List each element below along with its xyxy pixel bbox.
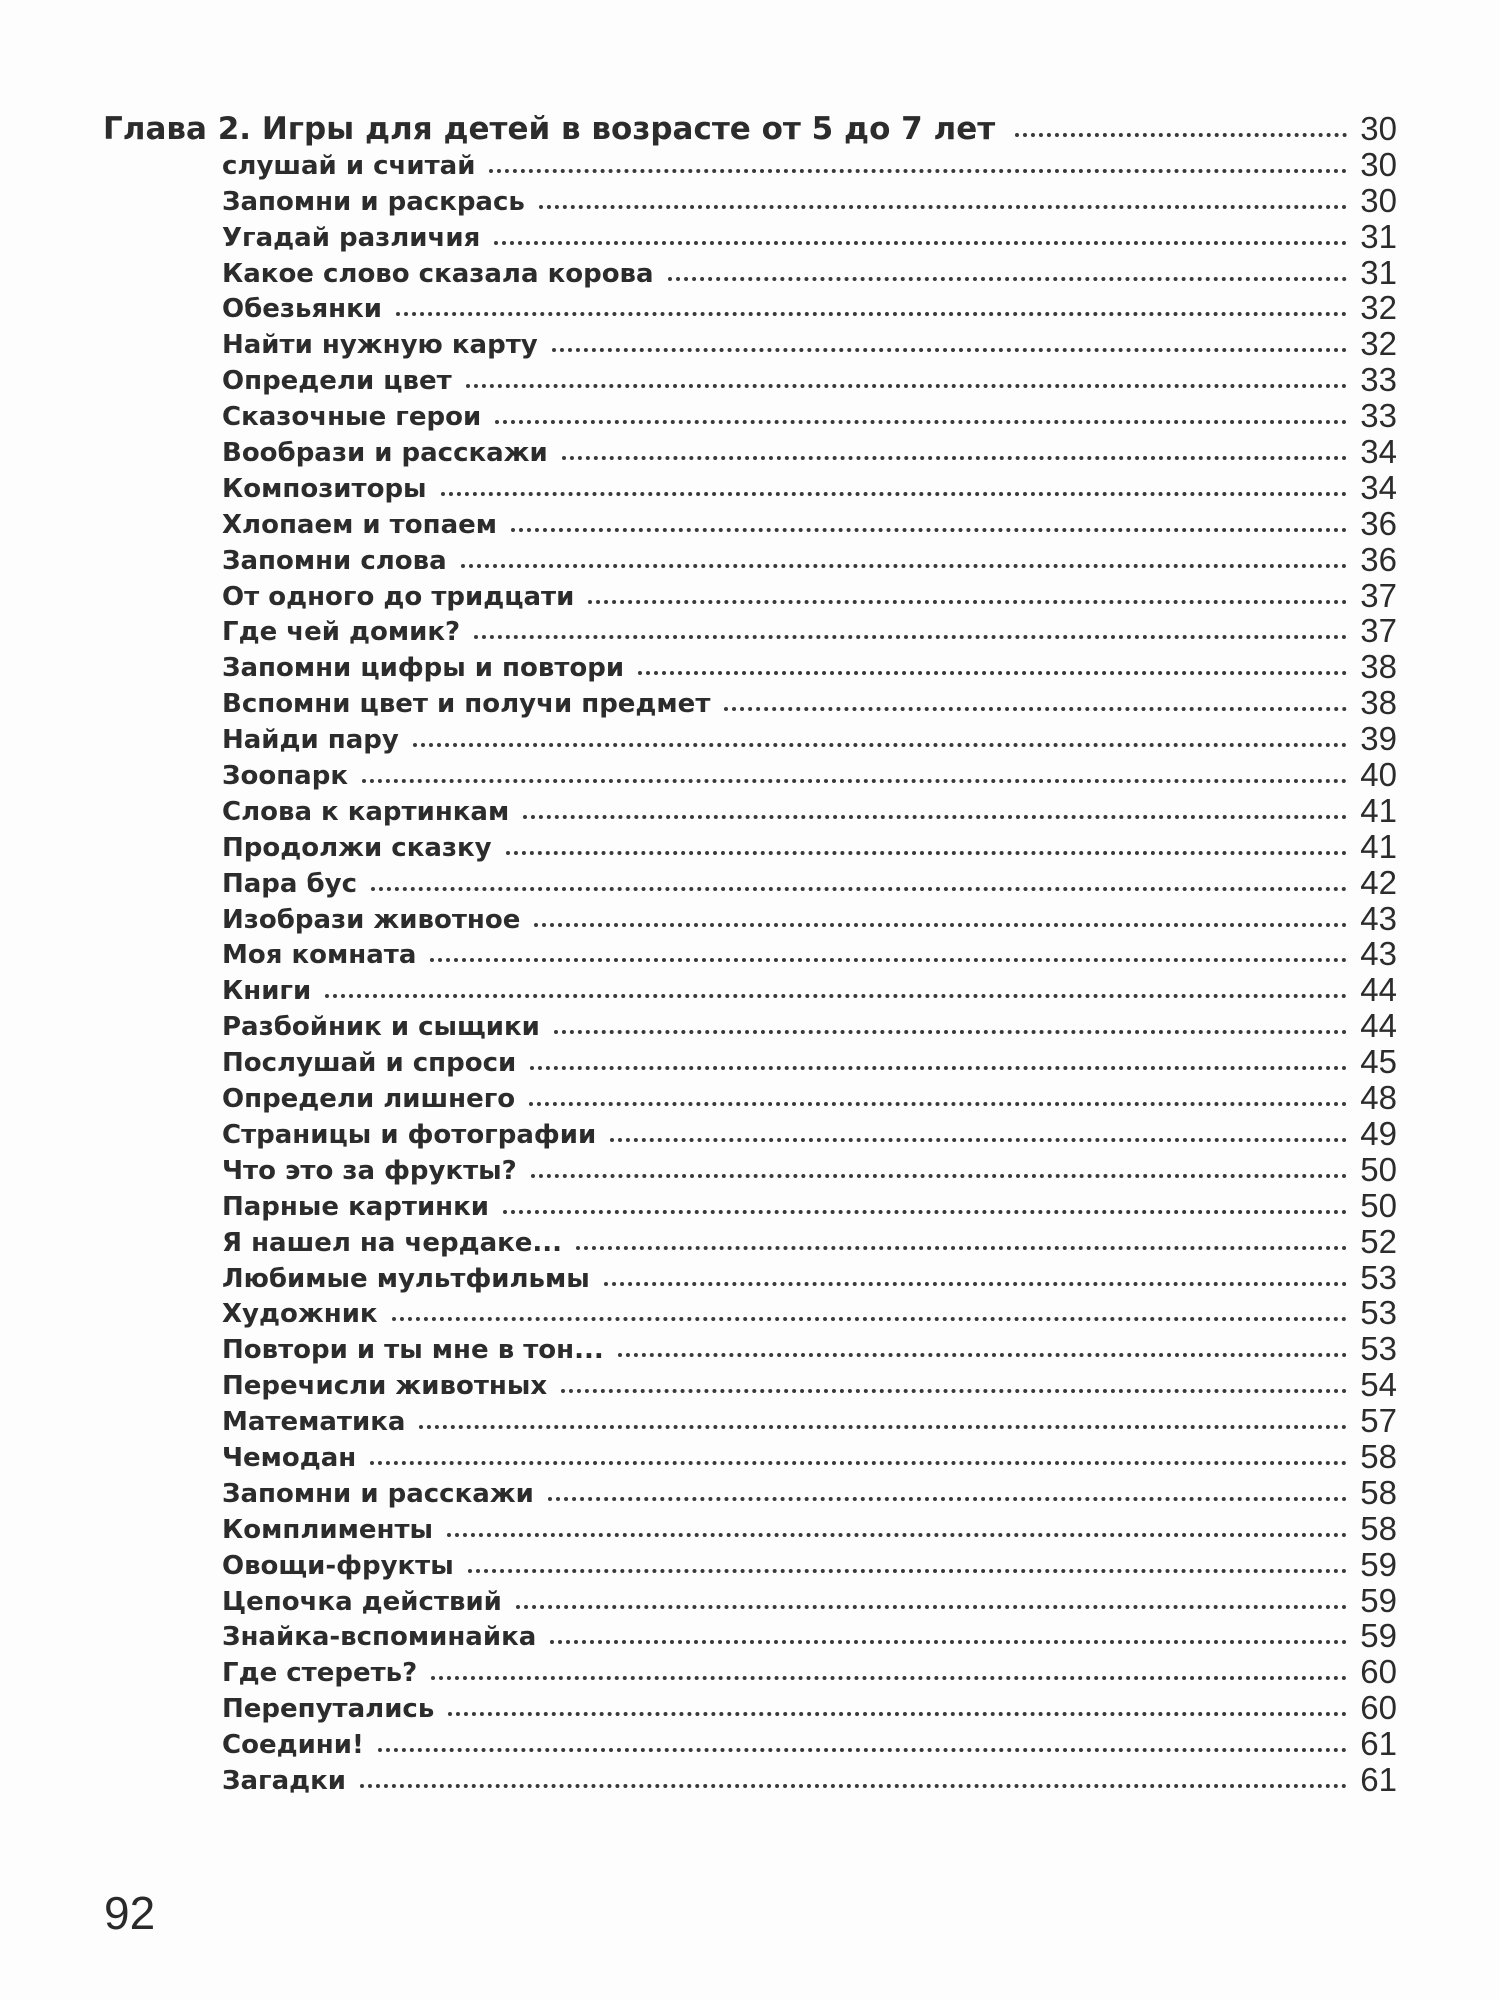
toc-entry-title: Загадки [222,1765,360,1797]
toc-entry [222,433,1397,469]
toc-entry-page: 50 [1360,1150,1397,1188]
toc-entry-title: Продолжи сказку [222,832,506,864]
toc-entry-title: Разбойник и сыщики [222,1011,554,1043]
toc-entry-page: 59 [1360,1581,1397,1619]
toc-entry-title: Сказочные герои [222,401,495,433]
toc-entry-page: 36 [1360,540,1397,578]
toc-entry-page: 58 [1360,1473,1397,1511]
toc-entry-page: 45 [1360,1043,1397,1081]
dot-leader [668,277,1347,281]
toc-entry-page: 49 [1360,1114,1397,1152]
toc-entry [222,1402,1397,1438]
toc-entry-page: 37 [1360,576,1397,614]
toc-entry-title: От одного до тридцати [222,581,588,613]
toc-entry [222,613,1397,649]
toc-entry-page: 38 [1360,684,1397,722]
toc-entry-title: Художник [222,1298,392,1330]
toc-entry-title: Чемодан [222,1442,370,1474]
dot-leader [561,1389,1347,1393]
toc-entry-page: 30 [1360,181,1397,219]
toc-entry [222,577,1397,613]
toc-entry-page: 44 [1360,1007,1397,1045]
toc-entry-page: 43 [1360,935,1397,973]
dot-leader [562,456,1347,460]
dot-leader [529,1102,1347,1106]
toc-entry [222,1151,1397,1187]
toc-entry [222,864,1397,900]
toc-entry [222,1582,1397,1618]
dot-leader [392,1317,1347,1321]
toc-entry-page: 41 [1360,791,1397,829]
dot-leader [638,671,1347,675]
toc-entry-title: Послушай и спроси [222,1047,530,1079]
dot-leader [370,1461,1347,1465]
toc-entry-page: 30 [1360,145,1397,183]
dot-leader [610,1138,1347,1142]
toc-entry [222,541,1397,577]
toc-entry-title: Запомни и раскрась [222,186,539,218]
chapter-title: Глава 2. Игры для детей в возрасте от 5 до 7 лет [103,112,1015,146]
toc-entry [222,684,1397,720]
toc-entry-title: Запомни цифры и повтори [222,652,638,684]
toc-entry-title: Любимые мультфильмы [222,1263,604,1295]
toc-entry [222,325,1397,361]
toc-entry [222,1546,1397,1582]
toc-entry-title: Вообрази и расскажи [222,437,562,469]
toc-entry-title: Найти нужную карту [222,329,552,361]
toc-entry [222,254,1397,290]
toc-entry-page: 42 [1360,863,1397,901]
dot-leader [539,205,1347,209]
toc-entry [222,1438,1397,1474]
toc-entry-title: Обезьянки [222,293,396,325]
dot-leader [554,1030,1347,1034]
toc-entry-title: Зоопарк [222,760,362,792]
toc-entry-page: 33 [1360,361,1397,399]
chapter-heading-row [103,112,1397,146]
toc-entry-page: 33 [1360,397,1397,435]
toc-entry-page: 52 [1360,1222,1397,1260]
toc-entry [222,720,1397,756]
toc-entry-title: Найди пару [222,724,413,756]
toc-entry-page: 43 [1360,899,1397,937]
toc-entry-page: 60 [1360,1689,1397,1727]
toc-entry-page: 50 [1360,1186,1397,1224]
toc-entry-page: 44 [1360,971,1397,1009]
dot-leader [531,1174,1347,1178]
toc-item-list [0,146,1500,1797]
dot-leader [461,564,1347,568]
toc-entry [222,1007,1397,1043]
toc-entry-page: 38 [1360,648,1397,686]
dot-leader [396,312,1347,316]
toc-entry-title: Угадай различия [222,222,494,254]
toc-entry [222,1187,1397,1223]
toc-entry [222,1259,1397,1295]
toc-entry-page: 53 [1360,1258,1397,1296]
toc-entry-page: 34 [1360,433,1397,471]
toc-entry-title: Математика [222,1406,419,1438]
dot-leader [448,1712,1347,1716]
toc-entry [222,146,1397,182]
toc-entry-title: Страницы и фотографии [222,1119,610,1151]
toc-entry-page: 31 [1360,253,1397,291]
toc-entry [222,1510,1397,1546]
toc-entry-page: 58 [1360,1509,1397,1547]
toc-entry-title: Где чей домик? [222,616,474,648]
toc-entry-title: Парные картинки [222,1191,503,1223]
dot-leader [447,1533,1347,1537]
toc-entry-page: 48 [1360,1079,1397,1117]
dot-leader [534,923,1347,927]
toc-entry-page: 61 [1360,1760,1397,1798]
dot-leader [511,528,1347,532]
table-of-contents [0,112,1500,1797]
toc-entry [222,900,1397,936]
toc-entry-page: 54 [1360,1366,1397,1404]
toc-entry-title: Определи лишнего [222,1083,529,1115]
dot-leader [430,958,1347,962]
dot-leader [506,851,1347,855]
dot-leader [550,1640,1347,1644]
toc-entry-title: Соедини! [222,1729,378,1761]
toc-entry [222,1330,1397,1366]
toc-entry [222,361,1397,397]
toc-entry-title: Перепутались [222,1693,448,1725]
toc-entry-page: 41 [1360,827,1397,865]
toc-entry-page: 34 [1360,468,1397,506]
toc-entry-page: 59 [1360,1545,1397,1583]
dot-leader [362,779,1347,783]
toc-entry-title: Хлопаем и топаем [222,509,511,541]
toc-entry-title: Перечисли животных [222,1370,561,1402]
toc-entry-title: Где стереть? [222,1657,431,1689]
toc-entry-page: 58 [1360,1437,1397,1475]
toc-entry-title: Композиторы [222,473,441,505]
toc-entry [222,469,1397,505]
toc-entry-page: 57 [1360,1402,1397,1440]
toc-entry [222,1725,1397,1761]
toc-entry [222,290,1397,326]
toc-entry [222,1079,1397,1115]
toc-entry-title: Знайка-вспоминайка [222,1621,550,1653]
dot-leader [530,1066,1347,1070]
dot-leader [604,1282,1347,1286]
dot-leader [468,1569,1347,1573]
dot-leader [413,743,1347,747]
dot-leader [466,384,1347,388]
dot-leader [325,994,1347,998]
toc-entry-page: 32 [1360,289,1397,327]
toc-entry [222,1366,1397,1402]
toc-entry [222,828,1397,864]
toc-entry [222,1115,1397,1151]
dot-leader [419,1425,1347,1429]
toc-entry-title: Запомни слова [222,545,461,577]
toc-entry-page: 59 [1360,1617,1397,1655]
toc-entry-title: Книги [222,975,325,1007]
toc-entry [222,756,1397,792]
toc-entry [222,397,1397,433]
toc-entry-title: слушай и считай [222,150,489,182]
dot-leader [489,169,1347,173]
dot-leader [516,1605,1347,1609]
toc-entry [222,1618,1397,1654]
dot-leader [724,707,1347,711]
dot-leader [576,1246,1347,1250]
chapter-page: 30 [1360,110,1397,147]
dot-leader [588,600,1347,604]
dot-leader [552,348,1347,352]
toc-entry-title: Овощи-фрукты [222,1550,468,1582]
toc-entry-title: Определи цвет [222,365,466,397]
toc-entry [222,182,1397,218]
toc-entry [222,1761,1397,1797]
toc-entry [222,218,1397,254]
toc-entry [222,936,1397,972]
dot-leader [431,1676,1347,1680]
toc-entry-page: 53 [1360,1294,1397,1332]
dot-leader [618,1353,1347,1357]
dot-leader [441,492,1347,496]
toc-entry [222,1043,1397,1079]
toc-entry [222,648,1397,684]
toc-entry [222,505,1397,541]
toc-entry-page: 53 [1360,1330,1397,1368]
toc-entry-title: Что это за фрукты? [222,1155,531,1187]
toc-entry [222,1653,1397,1689]
toc-entry-page: 37 [1360,612,1397,650]
toc-entry [222,1474,1397,1510]
toc-entry-title: Вспомни цвет и получи предмет [222,688,724,720]
dot-leader [360,1784,1347,1788]
toc-entry-title: Повтори и ты мне в тон... [222,1334,618,1366]
toc-entry [222,792,1397,828]
toc-entry-title: Моя комната [222,939,430,971]
dot-leader [495,420,1347,424]
dot-leader [494,241,1347,245]
toc-entry-page: 61 [1360,1725,1397,1763]
toc-entry-title: Цепочка действий [222,1586,516,1618]
toc-entry-title: Какое слово сказала корова [222,258,668,290]
toc-entry-page: 40 [1360,756,1397,794]
toc-entry [222,1223,1397,1259]
dot-leader [548,1497,1347,1501]
dot-leader [1015,133,1347,137]
toc-entry-title: Комплименты [222,1514,447,1546]
toc-entry-page: 31 [1360,217,1397,255]
toc-entry [222,1295,1397,1331]
dot-leader [474,635,1347,639]
toc-entry-title: Слова к картинкам [222,796,523,828]
toc-entry-title: Я нашел на чердаке... [222,1227,576,1259]
toc-entry-page: 36 [1360,504,1397,542]
dot-leader [371,887,1347,891]
toc-entry [222,1689,1397,1725]
toc-entry [222,971,1397,1007]
toc-entry-page: 60 [1360,1653,1397,1691]
page-number: 92 [104,1887,156,1939]
toc-entry-title: Запомни и расскажи [222,1478,548,1510]
toc-entry-page: 32 [1360,325,1397,363]
toc-entry-title: Изобрази животное [222,904,534,936]
toc-entry-title: Пара бус [222,868,371,900]
dot-leader [523,815,1347,819]
dot-leader [503,1210,1347,1214]
toc-entry-page: 39 [1360,720,1397,758]
dot-leader [378,1748,1347,1752]
